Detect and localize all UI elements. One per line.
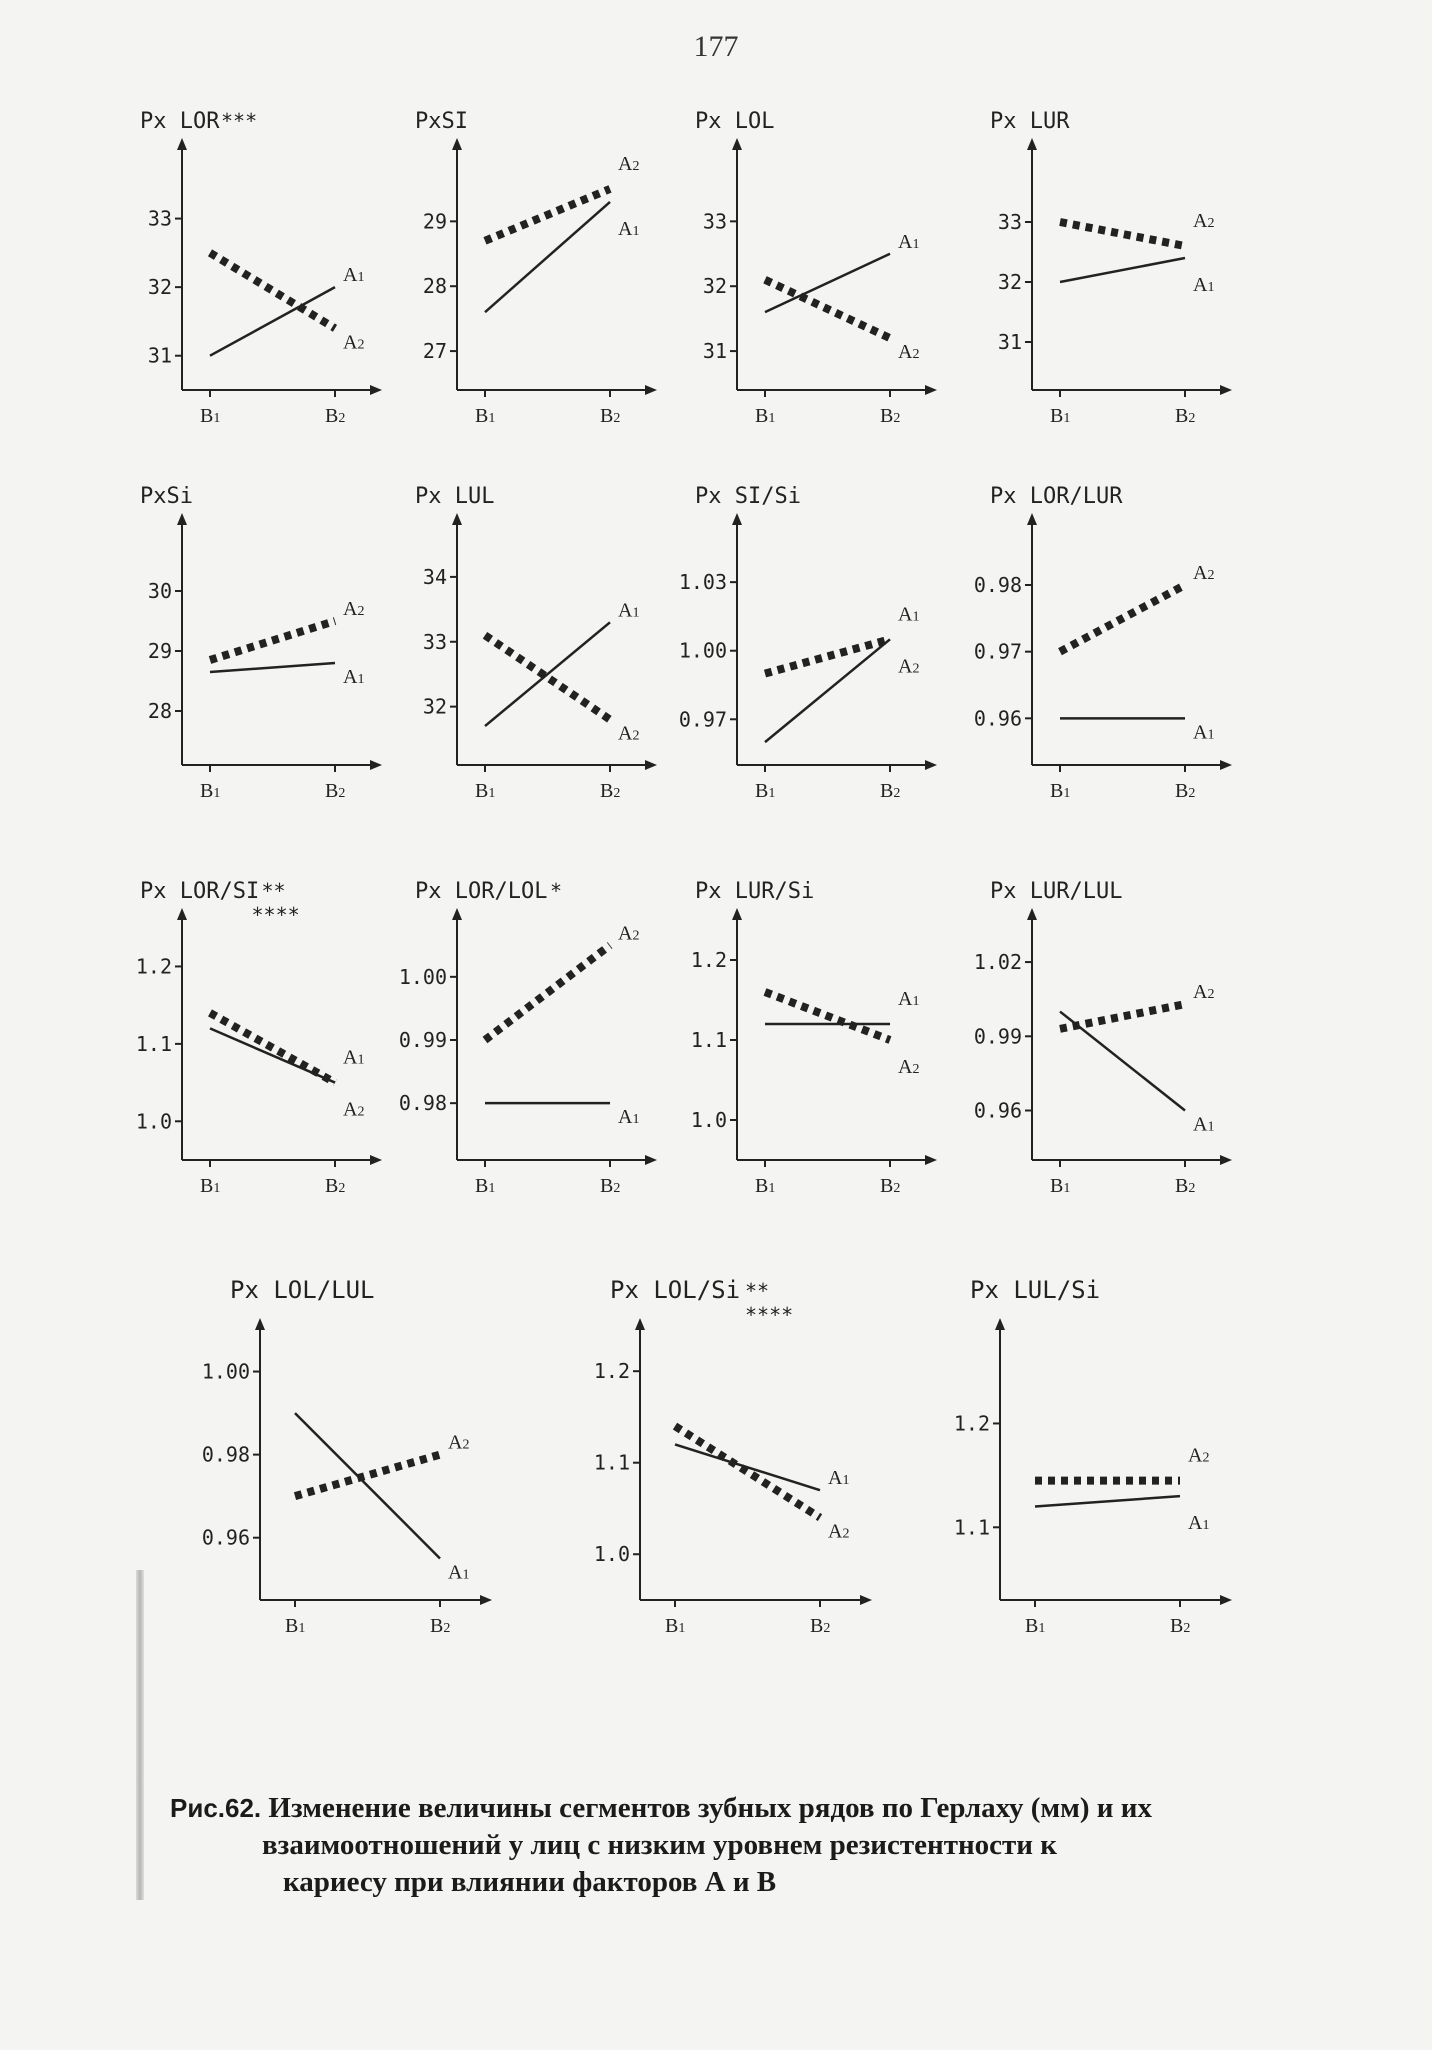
significance-marker-2: ****	[745, 1303, 794, 1327]
significance-marker: **	[261, 879, 286, 903]
y-tick-label: 1.2	[690, 948, 727, 972]
x-tick-label: B1	[285, 1615, 306, 1637]
series-line-a2	[765, 280, 890, 338]
x-axis-arrow	[370, 760, 382, 770]
y-tick-label: 1.02	[973, 950, 1022, 975]
series-label-a1: A1	[343, 666, 365, 688]
x-axis-arrow	[1220, 385, 1232, 395]
significance-marker: ***	[221, 109, 258, 133]
y-tick-label: 33	[422, 629, 447, 654]
series-label-a1: A1	[343, 1046, 365, 1069]
series-line-a1	[210, 287, 335, 356]
series-label-a2: A2	[1193, 210, 1215, 232]
y-axis-arrow	[995, 1318, 1005, 1330]
page-number: 177	[693, 30, 739, 63]
chart-title: Px SI/Si	[695, 484, 801, 509]
y-tick-label: 32	[702, 274, 727, 299]
y-tick-label: 31	[702, 339, 727, 364]
y-axis-arrow	[1027, 513, 1037, 525]
figure-caption	[170, 1790, 1330, 1901]
y-axis-arrow	[452, 138, 462, 150]
x-tick-label: B1	[1050, 780, 1071, 802]
x-axis-arrow	[860, 1595, 872, 1605]
chart-title: Px LUR/LUL	[990, 879, 1123, 904]
y-axis-arrow	[1027, 908, 1037, 920]
y-axis-arrow	[177, 138, 187, 150]
chart-title: Px LUL/Si	[970, 1276, 1101, 1304]
chart-title: Px LOR/LOL	[415, 879, 548, 904]
y-axis-arrow	[1027, 138, 1037, 150]
x-tick-label: B1	[755, 405, 776, 427]
x-tick-label: B2	[325, 1175, 346, 1197]
x-axis-arrow	[925, 1155, 937, 1165]
y-tick-label: 30	[147, 579, 172, 603]
x-tick-label: B2	[600, 1175, 621, 1197]
series-line-a1	[1060, 258, 1185, 282]
chart-title: Px LOL	[695, 109, 775, 134]
series-line-a1	[765, 254, 890, 312]
chart-px-si-ratio	[675, 485, 975, 865]
y-tick-label: 32	[422, 694, 447, 719]
x-tick-label: B2	[325, 405, 346, 427]
x-tick-label: B1	[475, 1175, 496, 1197]
series-label-a1: A1	[448, 1561, 470, 1584]
x-tick-label: B2	[810, 1615, 831, 1637]
y-tick-label: 1.2	[593, 1359, 630, 1384]
x-axis-arrow	[925, 760, 937, 770]
y-tick-label: 31	[147, 343, 172, 368]
y-tick-label: 31	[997, 330, 1022, 354]
chart-px-lur-lul	[970, 880, 1270, 1260]
x-axis-arrow	[645, 385, 657, 395]
figure-label: Рис.62.	[170, 1793, 262, 1823]
x-tick-label: B2	[880, 405, 901, 427]
chart-px-si-upper	[395, 110, 695, 490]
y-axis-arrow	[732, 513, 742, 525]
y-tick-label: 32	[997, 270, 1022, 294]
chart-title: Px LUR/Si	[695, 879, 815, 904]
y-tick-label: 1.0	[135, 1109, 172, 1134]
chart-px-lor-si	[120, 880, 420, 1260]
series-label-a1: A1	[1193, 721, 1215, 744]
x-tick-label: B1	[200, 405, 221, 427]
series-line-a1	[210, 663, 335, 672]
x-tick-label: B1	[755, 1175, 776, 1197]
y-tick-label: 33	[147, 206, 172, 231]
significance-marker: *	[550, 879, 563, 903]
series-line-a2	[765, 639, 890, 673]
chart-px-lol-lul	[170, 1270, 530, 1690]
x-tick-label: B2	[325, 780, 346, 802]
y-tick-label: 1.03	[678, 570, 727, 595]
caption-line-3: кариесу при влиянии факторов А и В	[283, 1866, 777, 1898]
x-axis-arrow	[480, 1595, 492, 1605]
x-axis-arrow	[925, 385, 937, 395]
y-axis-arrow	[177, 513, 187, 525]
chart-px-lor	[120, 110, 420, 490]
series-line-a2	[295, 1455, 440, 1497]
significance-marker-2: ****	[251, 903, 300, 927]
x-tick-label: B2	[1175, 780, 1196, 802]
x-tick-label: B1	[1050, 405, 1071, 427]
series-label-a1: A1	[898, 230, 920, 253]
series-label-a1: A1	[618, 599, 640, 622]
chart-title: PxSi	[140, 484, 193, 509]
caption-line-1	[170, 1790, 1330, 1827]
series-label-a1: A1	[898, 603, 920, 626]
y-tick-label: 1.1	[953, 1515, 990, 1540]
series-label-a2: A2	[898, 655, 920, 678]
series-line-a2	[675, 1426, 820, 1518]
x-axis-arrow	[1220, 1155, 1232, 1165]
series-line-a2	[210, 621, 335, 660]
series-line-a2	[210, 1013, 335, 1083]
y-tick-label: 0.98	[973, 573, 1022, 597]
x-tick-label: B1	[1025, 1615, 1046, 1637]
series-label-a1: A1	[343, 264, 365, 287]
x-axis-arrow	[645, 760, 657, 770]
y-tick-label: 28	[147, 699, 172, 723]
series-line-a1	[295, 1413, 440, 1558]
series-line-a2	[485, 189, 610, 241]
chart-title: PxSI	[415, 109, 468, 134]
y-axis-arrow	[732, 138, 742, 150]
y-tick-label: 1.2	[953, 1411, 990, 1436]
significance-marker: **	[745, 1279, 770, 1303]
y-tick-label: 1.0	[593, 1542, 630, 1567]
binding-shadow	[136, 1570, 144, 1900]
series-line-a2	[485, 945, 610, 1040]
series-label-a2: A2	[343, 598, 365, 620]
y-tick-label: 33	[702, 209, 727, 234]
chart-px-lur	[970, 110, 1270, 490]
y-tick-label: 0.98	[201, 1442, 250, 1467]
caption-text-1: Изменение величины сегментов зубных рядов по Герлаху (мм) и их	[268, 1792, 1152, 1824]
y-tick-label: 1.2	[135, 954, 172, 979]
chart-title: Px LOL/Si	[610, 1276, 741, 1304]
series-label-a2: A2	[1193, 981, 1215, 1004]
chart-px-lol-si	[550, 1270, 910, 1690]
y-tick-label: 0.96	[973, 1098, 1022, 1123]
chart-px-lol	[675, 110, 975, 490]
x-tick-label: B1	[200, 780, 221, 802]
series-label-a2: A2	[828, 1520, 850, 1543]
series-label-a1: A1	[1193, 1113, 1215, 1136]
y-tick-label: 1.1	[593, 1450, 630, 1475]
series-label-a1: A1	[828, 1467, 850, 1490]
series-line-a1	[1035, 1496, 1180, 1506]
y-tick-label: 29	[422, 209, 447, 234]
chart-title: Px LOL/LUL	[230, 1276, 375, 1304]
x-tick-label: B2	[1170, 1615, 1191, 1637]
series-label-a1: A1	[618, 1106, 640, 1129]
series-label-a2: A2	[343, 331, 365, 354]
x-tick-label: B1	[475, 405, 496, 427]
caption-line-2: взаимоотношений у лиц с низким уровнем резистентности к	[262, 1829, 1057, 1861]
y-axis-arrow	[452, 513, 462, 525]
y-axis-arrow	[177, 908, 187, 920]
x-tick-label: B2	[1175, 1175, 1196, 1197]
y-axis-arrow	[452, 908, 462, 920]
series-label-a2: A2	[898, 341, 920, 364]
x-axis-arrow	[645, 1155, 657, 1165]
series-line-a2	[210, 253, 335, 328]
y-tick-label: 27	[422, 339, 447, 364]
series-label-a1: A1	[618, 217, 640, 240]
y-tick-label: 29	[147, 639, 172, 663]
y-tick-label: 33	[997, 210, 1022, 234]
y-tick-label: 32	[147, 275, 172, 300]
series-label-a2: A2	[618, 722, 640, 745]
series-line-a2	[1060, 222, 1185, 246]
y-tick-label: 1.00	[201, 1359, 250, 1384]
x-tick-label: B2	[1175, 405, 1196, 427]
y-tick-label: 34	[422, 564, 447, 589]
y-axis-arrow	[255, 1318, 265, 1330]
x-tick-label: B2	[880, 780, 901, 802]
x-tick-label: B1	[755, 780, 776, 802]
series-label-a1: A1	[898, 988, 920, 1010]
y-tick-label: 0.96	[201, 1525, 250, 1550]
chart-px-lor-lur	[970, 485, 1270, 865]
series-label-a2: A2	[448, 1431, 470, 1454]
series-label-a2: A2	[1188, 1444, 1210, 1467]
y-tick-label: 28	[422, 274, 447, 299]
chart-px-si-lower	[120, 485, 420, 865]
x-tick-label: B1	[475, 780, 496, 802]
series-label-a2: A2	[618, 152, 640, 175]
y-tick-label: 1.1	[690, 1028, 727, 1052]
y-tick-label: 0.98	[398, 1091, 447, 1116]
x-axis-arrow	[370, 1155, 382, 1165]
x-tick-label: B1	[200, 1175, 221, 1197]
series-label-a1: A1	[1193, 274, 1215, 296]
chart-px-lul	[395, 485, 695, 865]
chart-title: Px LOR	[140, 109, 220, 134]
series-label-a2: A2	[898, 1056, 920, 1078]
x-tick-label: B1	[1050, 1175, 1071, 1197]
series-line-a2	[485, 635, 610, 719]
x-tick-label: B1	[665, 1615, 686, 1637]
x-tick-label: B2	[430, 1615, 451, 1637]
chart-title: Px LUR	[990, 109, 1070, 134]
series-label-a2: A2	[618, 922, 640, 945]
y-tick-label: 0.99	[398, 1028, 447, 1052]
series-label-a1: A1	[1188, 1512, 1210, 1535]
y-tick-label: 0.97	[973, 639, 1022, 664]
chart-px-lur-si	[675, 880, 975, 1260]
series-label-a2: A2	[343, 1098, 365, 1121]
y-axis-arrow	[732, 908, 742, 920]
x-tick-label: B2	[600, 405, 621, 427]
chart-title: Px LOR/SI	[140, 879, 260, 904]
x-tick-label: B2	[600, 780, 621, 802]
x-axis-arrow	[1220, 760, 1232, 770]
chart-title: Px LOR/LUR	[990, 484, 1123, 509]
y-tick-label: 1.00	[678, 638, 727, 663]
series-line-a2	[1060, 1004, 1185, 1029]
x-axis-arrow	[370, 385, 382, 395]
series-label-a2: A2	[1193, 562, 1215, 584]
series-line-a2	[1060, 585, 1185, 652]
y-tick-label: 1.0	[690, 1108, 727, 1132]
chart-title: Px LUL	[415, 484, 495, 509]
x-axis-arrow	[1220, 1595, 1232, 1605]
y-tick-label: 1.1	[135, 1031, 172, 1056]
chart-px-lor-lol	[395, 880, 695, 1260]
series-line-a2	[765, 992, 890, 1040]
x-tick-label: B2	[880, 1175, 901, 1197]
y-tick-label: 0.99	[973, 1024, 1022, 1049]
chart-px-lul-si	[910, 1270, 1270, 1690]
y-tick-label: 0.97	[678, 707, 727, 732]
y-axis-arrow	[635, 1318, 645, 1330]
y-tick-label: 0.96	[973, 706, 1022, 731]
y-tick-label: 1.00	[398, 964, 447, 989]
